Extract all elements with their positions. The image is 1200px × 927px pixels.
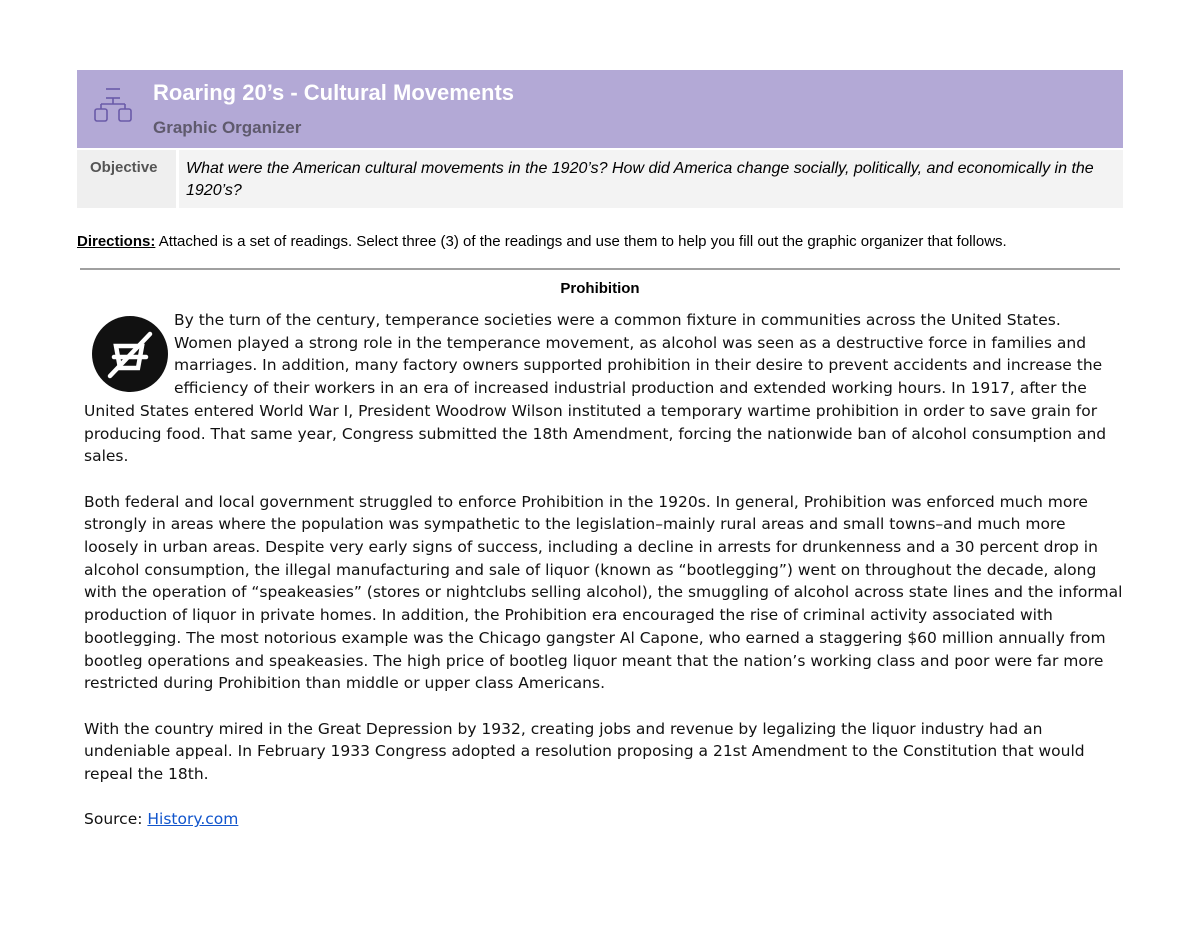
org-chart-icon [92,86,134,126]
article-paragraph: With the country mired in the Great Depression by 1932, creating jobs and revenue by legalizing the liquor industry had an undeniable appeal. In February 1933 Congress adopted a resolution proposing a 21st Amendment to the Constitution that would repeal the 18th. [84,719,1085,784]
objective-label: Objective [90,159,158,176]
directions-label: Directions: [77,233,156,250]
article-paragraph: By the turn of the century, temperance societies were a common fixture in communities across the United States. Women played a strong role in the temperance movement, as alcohol was seen as a destructive force in families and marriages. In addition, many factory owners supported prohibition in their desire to prevent accidents and increase the efficiency of their workers in an era of increased industrial production and extended working hours. In 1917, after the United States entered World War I, President Woodrow Wilson instituted a temporary wartime prohibition in order to save grain for producing food. That same year, Congress submitted the 18th Amendment, forcing the nationwide ban of alcohol consumption and sales. [84,311,1107,466]
objective-text: What were the American cultural movements in the 1920’s? How did America change socially, politically, and economically in the 1920’s? [186,160,1094,199]
page-title: Roaring 20’s - Cultural Movements [153,80,515,105]
source-line [84,808,1124,831]
section-divider [80,268,1120,270]
section-title: Prohibition [560,280,640,297]
icon-spacer [84,309,174,393]
directions [77,233,1127,250]
source-link[interactable]: History.com [147,810,239,829]
article-paragraph: Both federal and local government struggled to enforce Prohibition in the 1920s. In general, Prohibition was enforced much more strongly in areas where the population was sympathetic to the legislation–mainly rural areas and small towns–and much more loosely in urban areas. Despite very early signs of success, including a decline in arrests for drunkenness and a 30 percent drop in alcohol consumption, the illegal manufacturing and sale of liquor (known as “bootlegging”) went on throughout the decade, along with the operation of “speakeasies” (stores or nightclubs selling alcohol), the smuggling of alcohol across state lines and the informal production of liquor in private homes. In addition, the Prohibition era encouraged the rise of criminal activity associated with bootlegging. The most notorious example was the Chicago gangster Al Capone, who earned a staggering $60 million annually from bootleg operations and speakeasies. The high price of bootleg liquor meant that the nation’s working class and poor were far more restricted during Prohibition than middle or upper class Americans. [84,492,1123,693]
page-subtitle: Graphic Organizer [153,118,302,137]
source-label: Source: [84,810,148,829]
article-body [84,309,1124,854]
directions-text: Attached is a set of readings. Select three (3) of the readings and use them to help you fill out the graphic organizer that follows. [155,233,1007,250]
